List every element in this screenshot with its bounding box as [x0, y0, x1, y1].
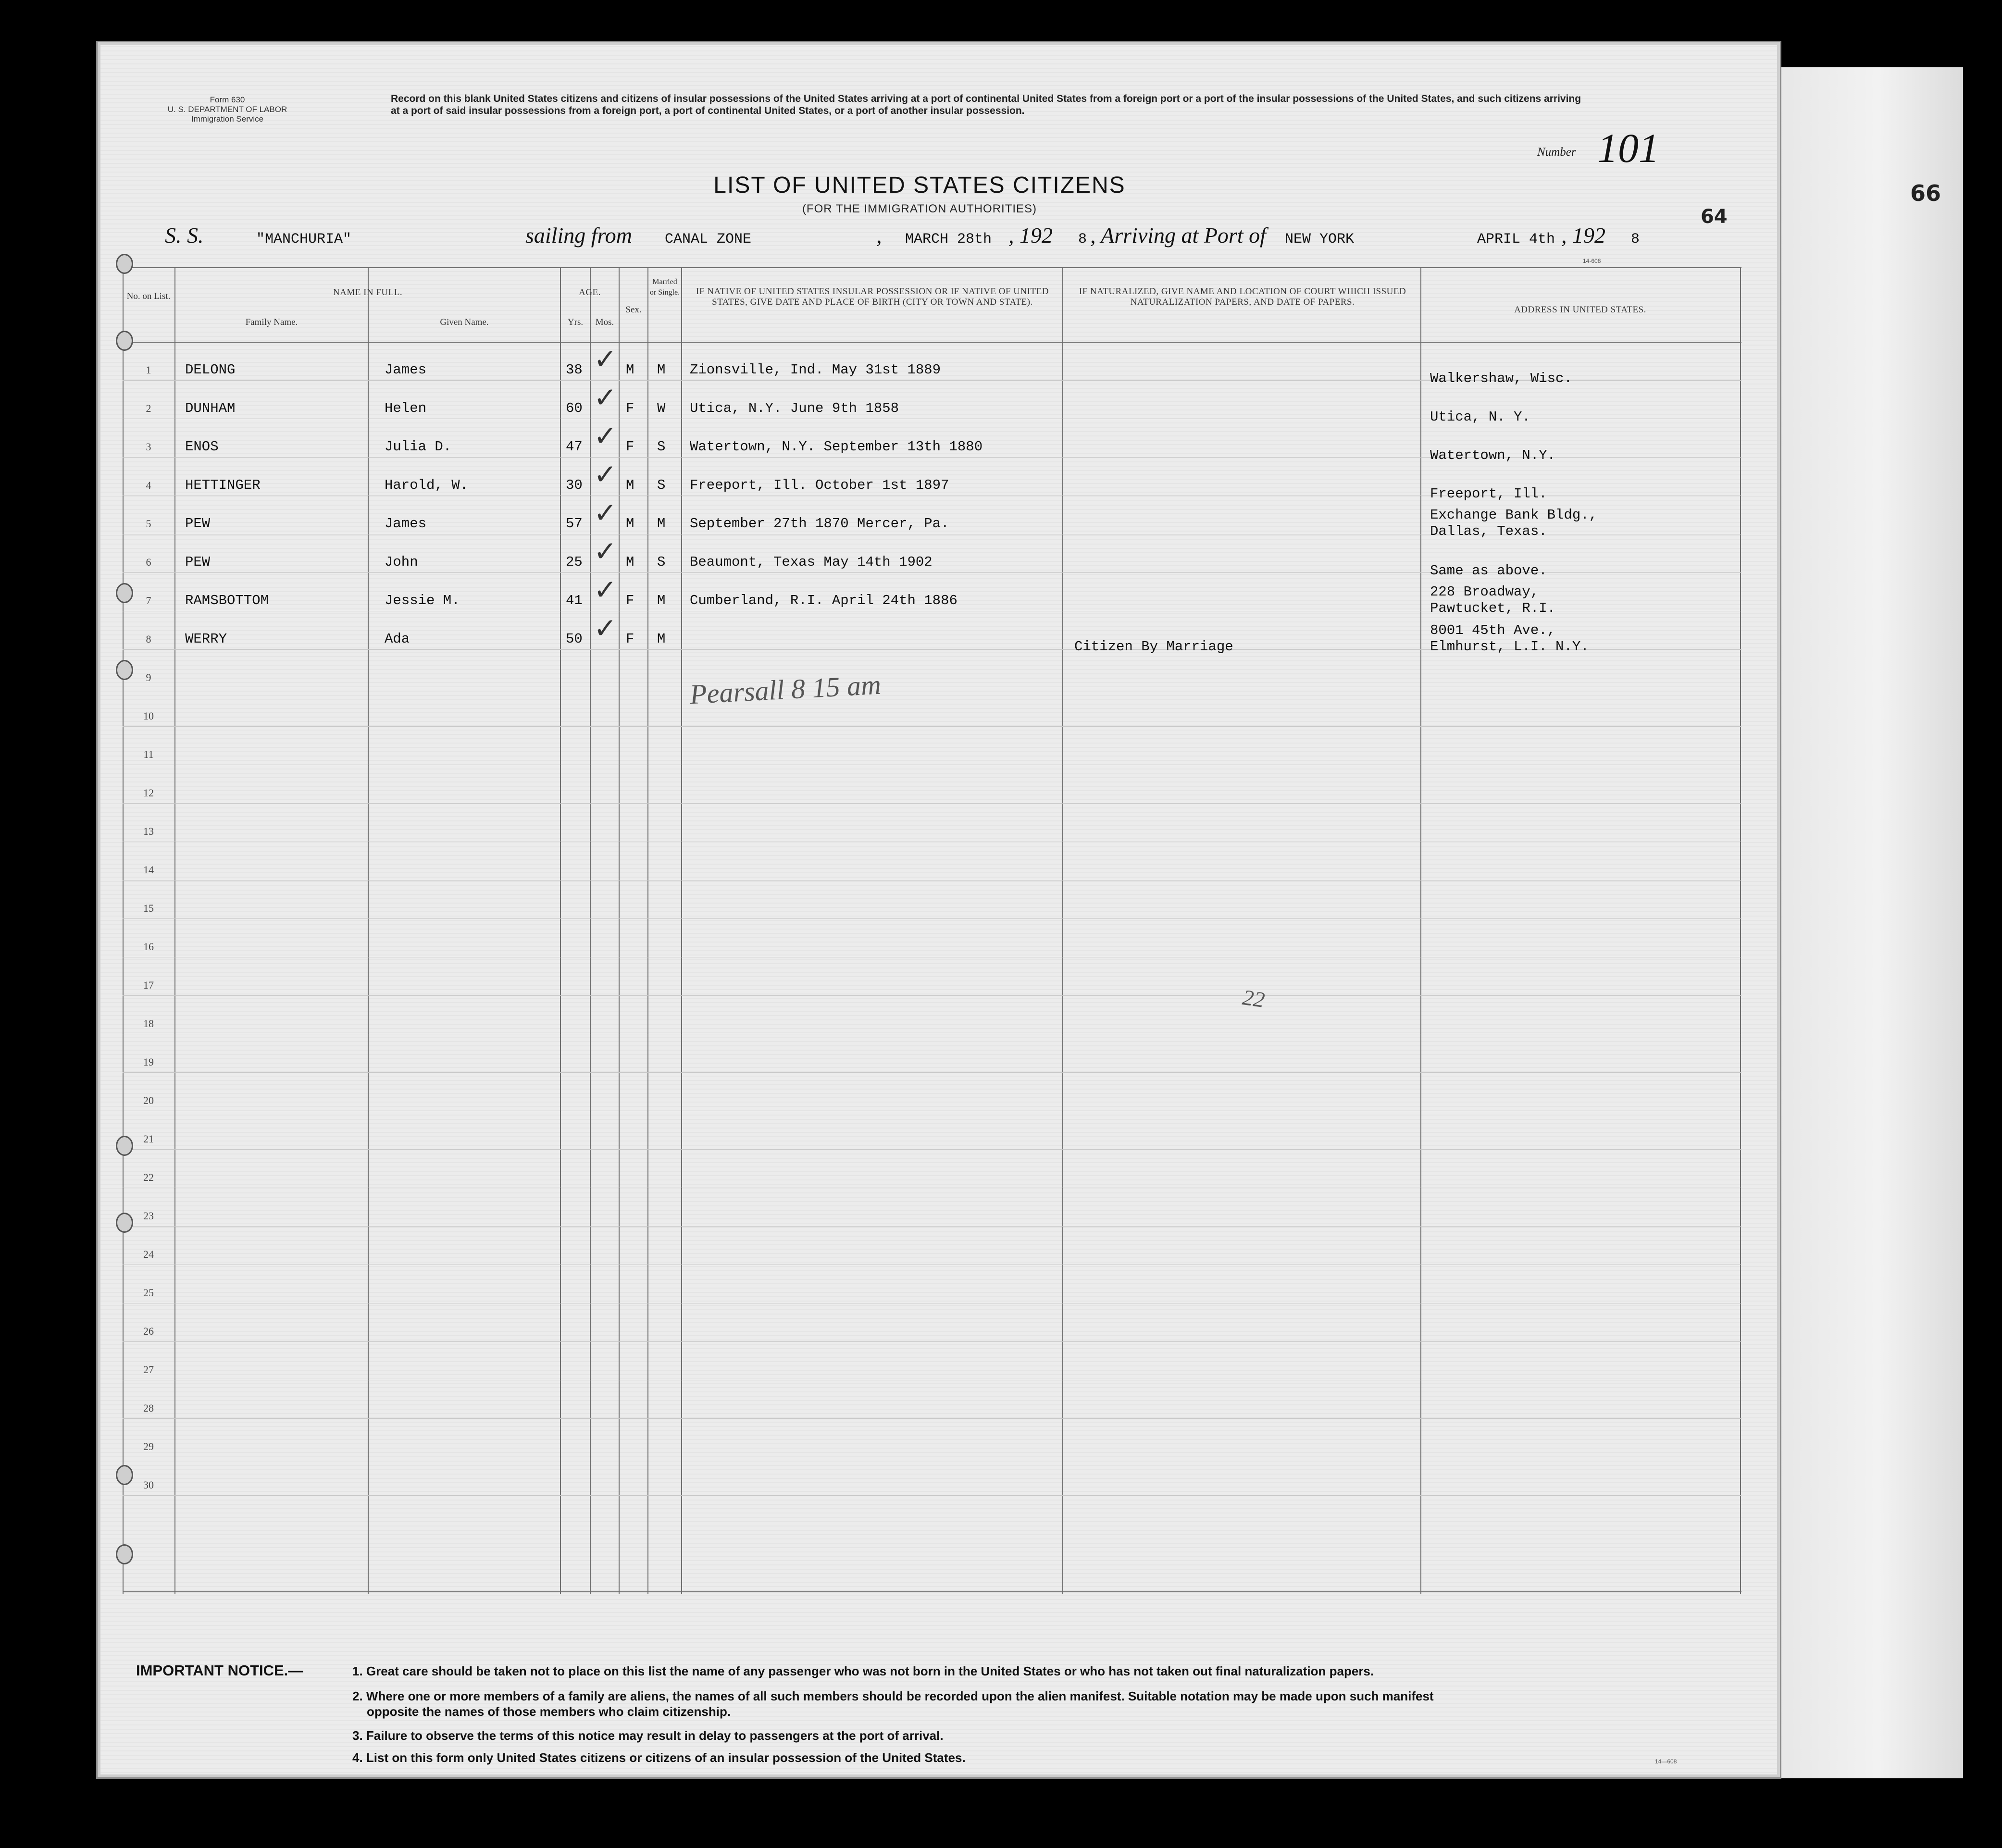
given-name: James: [385, 362, 427, 378]
address-line: Elmhurst, L.I. N.Y.: [1430, 639, 1589, 655]
row-number: 18: [143, 1017, 154, 1029]
row-rule: [123, 726, 1741, 727]
row-number: 23: [143, 1210, 154, 1222]
address-line: Freeport, Ill.: [1430, 486, 1547, 502]
ss-label: S. S.: [165, 223, 204, 248]
row-number: 22: [143, 1171, 154, 1183]
row-rule: [123, 1418, 1741, 1419]
row-number: 4: [146, 479, 151, 491]
binder-hole: [116, 1544, 133, 1564]
header-naturalized-info: IF NATURALIZED, GIVE NAME AND LOCATION OF COURT WHICH ISSUED NATURALIZATION PAPERS, AND DATE OF PAPERS.: [1079, 286, 1406, 307]
header-sex: Sex.: [625, 305, 642, 315]
given-name: Helen: [385, 400, 427, 416]
row-number: 6: [146, 556, 151, 568]
col-rule: [647, 267, 648, 1594]
header-birth-info: IF NATIVE OF UNITED STATES INSULAR POSSESSION OR IF NATIVE OF UNITED STATES, GIVE DATE AND PLACE OF BIRTH (CITY OR TOWN AND STATE).: [696, 286, 1049, 307]
checkmark-icon: ✓: [594, 420, 617, 452]
col-rule: [619, 267, 620, 1594]
binder-hole: [116, 1136, 133, 1156]
naturalization-info: Citizen By Marriage: [1074, 639, 1233, 655]
checkmark-icon: ✓: [594, 458, 617, 491]
family-name: DELONG: [185, 362, 236, 378]
year-digit-2: 8: [1631, 231, 1640, 248]
row-number: 10: [143, 710, 154, 722]
page-title: LIST OF UNITED STATES CITIZENS: [713, 173, 1126, 198]
service-name: Immigration Service: [191, 114, 264, 124]
age-years: 57: [566, 516, 583, 532]
header-address: ADDRESS IN UNITED STATES.: [1514, 305, 1646, 315]
col-rule: [1740, 267, 1741, 1594]
birth-info: Zionsville, Ind. May 31st 1889: [690, 362, 941, 378]
address-line: Walkershaw, Wisc.: [1430, 371, 1572, 386]
arrival-date: APRIL 4th: [1477, 231, 1555, 248]
row-rule: [123, 880, 1741, 881]
col-rule: [1420, 267, 1421, 1594]
row-number: 9: [146, 671, 151, 683]
sex: M: [626, 477, 634, 493]
age-years: 25: [566, 554, 583, 570]
notice-item: 4. List on this form only United States citizens or citizens of an insular possession of the United States.: [352, 1750, 966, 1765]
manifest-page: [96, 41, 1781, 1779]
ship-name: "MANCHURIA": [256, 231, 352, 248]
row-number: 27: [143, 1364, 154, 1376]
comma-separator: ,: [876, 223, 882, 248]
sex: F: [626, 631, 634, 647]
given-name: Ada: [385, 631, 410, 647]
address-line: Watertown, N.Y.: [1430, 447, 1556, 463]
row-number: 30: [143, 1479, 154, 1491]
number-label: Number: [1537, 146, 1576, 159]
birth-info: Utica, N.Y. June 9th 1858: [690, 400, 899, 416]
header-no-on-list: No. on List.: [126, 291, 171, 301]
sailing-from-label: sailing from: [525, 223, 632, 248]
department-name: U. S. DEPARTMENT OF LABOR: [167, 105, 287, 114]
notice-item: 2. Where one or more members of a family are aliens, the names of all such members should be recorded upon the alien manifest. Suitable notation may be made upon such manifest: [352, 1689, 1434, 1703]
row-rule: [123, 1495, 1741, 1496]
age-years: 38: [566, 362, 583, 378]
departure-date: MARCH 28th: [905, 231, 992, 248]
col-rule: [174, 267, 175, 1594]
sex: M: [626, 554, 634, 570]
checkmark-icon: ✓: [594, 573, 617, 606]
row-number: 24: [143, 1248, 154, 1260]
row-number: 21: [143, 1133, 154, 1145]
row-number: 13: [143, 825, 154, 837]
row-number: 5: [146, 518, 151, 530]
row-number: 28: [143, 1402, 154, 1414]
checkmark-icon: ✓: [594, 612, 617, 645]
year-prefix-2: , 192: [1561, 223, 1605, 248]
row-number: 11: [143, 748, 154, 760]
birth-info: Beaumont, Texas May 14th 1902: [690, 554, 933, 570]
notice-heading: IMPORTANT NOTICE.—: [136, 1662, 303, 1679]
header-months: Mos.: [595, 317, 614, 327]
margin-number: 22: [1241, 985, 1267, 1012]
row-number: 20: [143, 1094, 154, 1106]
address-line: Same as above.: [1430, 563, 1547, 579]
row-number: 14: [143, 864, 154, 876]
checkmark-icon: ✓: [594, 496, 617, 529]
binder-hole: [116, 1213, 133, 1233]
handwritten-note: Pearsall 8 15 am: [689, 669, 882, 710]
sex: F: [626, 439, 634, 455]
row-number: 8: [146, 633, 151, 645]
birth-info: Freeport, Ill. October 1st 1897: [690, 477, 949, 493]
header-age: AGE.: [579, 287, 601, 298]
row-number: 17: [143, 979, 154, 991]
sex: F: [626, 593, 634, 608]
departure-port: CANAL ZONE: [665, 231, 752, 248]
given-name: Julia D.: [385, 439, 452, 455]
row-rule: [123, 918, 1741, 919]
underlying-sheet: [1750, 67, 1963, 1778]
binder-hole: [116, 583, 133, 603]
address-line: Utica, N. Y.: [1430, 409, 1530, 425]
row-number: 29: [143, 1440, 154, 1452]
checkmark-icon: ✓: [594, 381, 617, 414]
header-name-in-full: NAME IN FULL.: [333, 287, 403, 298]
row-rule: [123, 995, 1741, 996]
year-prefix-1: , 192: [1008, 223, 1053, 248]
side-page-number: 66: [1910, 180, 1941, 206]
given-name: James: [385, 516, 427, 532]
table-top-rule: [123, 267, 1741, 268]
age-years: 47: [566, 439, 583, 455]
address-line: Exchange Bank Bldg.,: [1430, 507, 1598, 523]
col-rule: [590, 267, 591, 1594]
row-number: 1: [146, 364, 151, 376]
age-years: 50: [566, 631, 583, 647]
notice-item: opposite the names of those members who claim citizenship.: [367, 1704, 731, 1719]
form-code: 14-608: [1583, 258, 1601, 264]
row-rule: [123, 1341, 1741, 1342]
family-name: HETTINGER: [185, 477, 261, 493]
row-rule: [123, 1072, 1741, 1073]
arrival-port: NEW YORK: [1285, 231, 1355, 248]
arriving-label: , Arriving at Port of: [1090, 223, 1266, 248]
marital-status: W: [657, 400, 666, 416]
address-line: 228 Broadway,: [1430, 584, 1539, 600]
given-name: Jessie M.: [385, 593, 460, 608]
age-years: 60: [566, 400, 583, 416]
address-line: Dallas, Texas.: [1430, 523, 1547, 539]
notice-item: 1. Great care should be taken not to place on this list the name of any passenger who was not born in the United States or who has not taken out final naturalization papers.: [352, 1664, 1374, 1678]
notice-item: 3. Failure to observe the terms of this notice may result in delay to passengers at the port of arrival.: [352, 1728, 944, 1743]
col-rule: [1062, 267, 1063, 1594]
sex: F: [626, 400, 634, 416]
row-number: 16: [143, 941, 154, 953]
form-identifier: [141, 95, 314, 124]
col-rule: [368, 267, 369, 1594]
birth-info: Watertown, N.Y. September 13th 1880: [690, 439, 983, 455]
year-digit-1: 8: [1078, 231, 1087, 248]
header-given-name: Given Name.: [440, 317, 489, 327]
family-name: PEW: [185, 516, 211, 532]
header-married-single: Married or Single.: [649, 278, 680, 297]
col-rule: [560, 267, 561, 1594]
birth-info: September 27th 1870 Mercer, Pa.: [690, 516, 949, 532]
marital-status: M: [657, 516, 666, 532]
row-rule: [123, 1149, 1741, 1150]
address-line: Pawtucket, R.I.: [1430, 600, 1556, 616]
marital-status: M: [657, 362, 666, 378]
marital-status: S: [657, 477, 666, 493]
row-number: 15: [143, 902, 154, 914]
row-rule: [123, 1226, 1741, 1227]
family-name: WERRY: [185, 631, 227, 647]
row-number: 7: [146, 595, 151, 607]
family-name: PEW: [185, 554, 211, 570]
sex: M: [626, 362, 634, 378]
marital-status: M: [657, 631, 666, 647]
col-rule: [123, 267, 124, 1594]
passenger-table: [123, 267, 1741, 1594]
header-bottom-rule: [123, 342, 1741, 343]
binder-hole: [116, 660, 133, 680]
record-instructions: Record on this blank United States citizens and citizens of insular possessions of the United States arriving at a port of continental United States from a foreign port or a port of the insular possessions of the United States, and such citizens arriving at a port of said insular possessions from a foreign port, a port of continental United States, or a port of another insular possession.: [391, 93, 1581, 116]
binder-hole: [116, 331, 133, 351]
bottom-form-code: 14—608: [1655, 1758, 1677, 1765]
marital-status: S: [657, 554, 666, 570]
age-years: 30: [566, 477, 583, 493]
header-years: Yrs.: [567, 317, 584, 327]
binder-hole: [116, 1465, 133, 1485]
row-number: 12: [143, 787, 154, 799]
row-number: 25: [143, 1287, 154, 1299]
stamped-page-number: 64: [1701, 206, 1728, 228]
checkmark-icon: ✓: [594, 535, 617, 568]
marital-status: S: [657, 439, 666, 455]
sex: M: [626, 516, 634, 532]
form-number: Form 630: [210, 95, 245, 104]
row-number: 26: [143, 1325, 154, 1337]
address-line: 8001 45th Ave.,: [1430, 622, 1556, 638]
age-years: 41: [566, 593, 583, 608]
family-name: DUNHAM: [185, 400, 236, 416]
row-number: 19: [143, 1056, 154, 1068]
checkmark-icon: ✓: [594, 343, 617, 375]
given-name: Harold, W.: [385, 477, 469, 493]
row-number: 2: [146, 402, 151, 414]
page-subtitle: (FOR THE IMMIGRATION AUTHORITIES): [802, 202, 1037, 215]
marital-status: M: [657, 593, 666, 608]
header-family-name: Family Name.: [245, 317, 298, 327]
family-name: RAMSBOTTOM: [185, 593, 269, 608]
row-rule: [123, 803, 1741, 804]
birth-info: Cumberland, R.I. April 24th 1886: [690, 593, 957, 608]
col-rule: [681, 267, 682, 1594]
given-name: John: [385, 554, 418, 570]
family-name: ENOS: [185, 439, 219, 455]
row-number: 3: [146, 441, 151, 453]
list-number: 101: [1597, 125, 1659, 171]
table-bottom-rule: [123, 1591, 1741, 1592]
binder-hole: [116, 254, 133, 274]
